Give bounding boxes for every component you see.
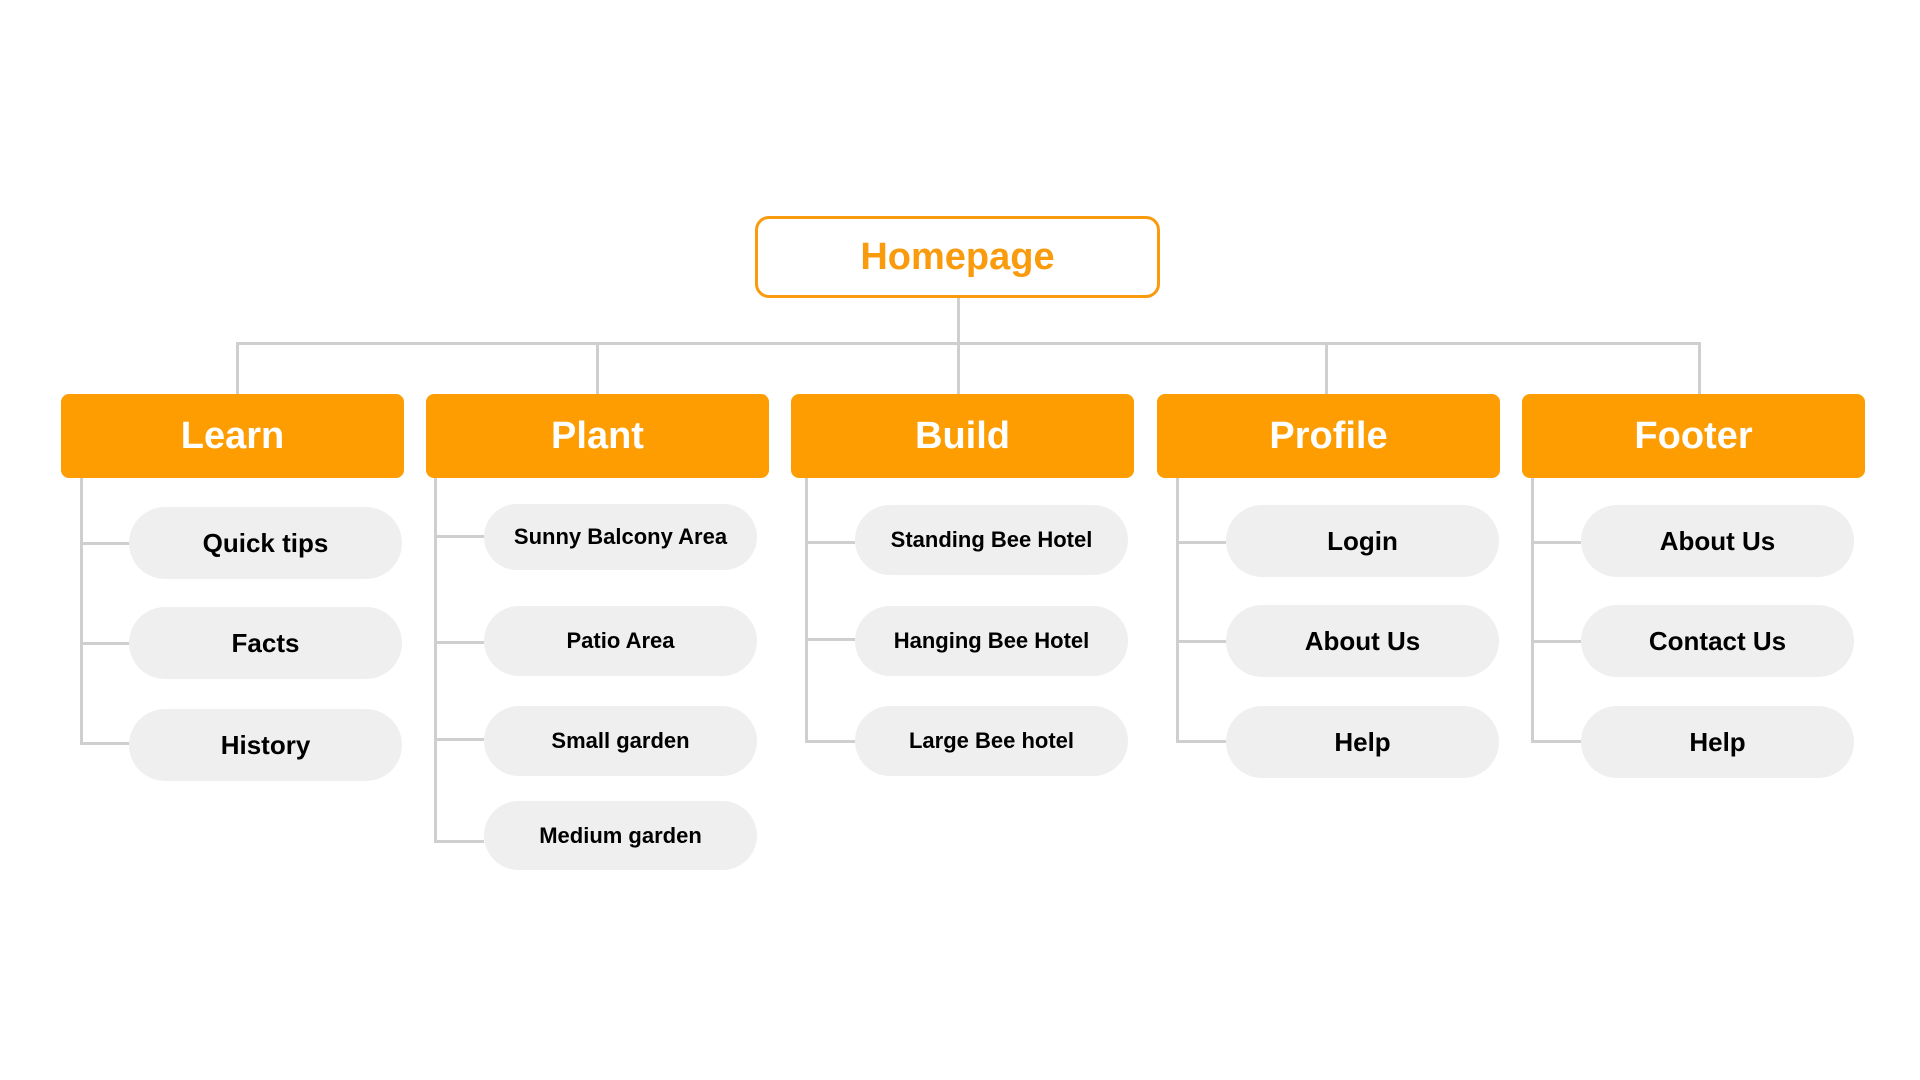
connector-footer-branch (1531, 640, 1581, 643)
connector-footer-branch (1531, 541, 1581, 544)
category-node-learn: Learn (61, 394, 404, 478)
child-node-quick-tips: Quick tips (129, 507, 402, 579)
connector-plant-spine (434, 478, 437, 843)
connector-profile-branch (1176, 541, 1226, 544)
child-node-large-bee-hotel: Large Bee hotel (855, 706, 1128, 776)
category-node-build: Build (791, 394, 1134, 478)
connector-drop-footer (1698, 342, 1701, 394)
child-node-medium-garden: Medium garden (484, 801, 757, 870)
connector-learn-branch (80, 642, 130, 645)
child-node-about-us: About Us (1581, 505, 1854, 577)
connector-build-branch (805, 740, 855, 743)
connector-build-spine (805, 478, 808, 743)
child-node-contact-us: Contact Us (1581, 605, 1854, 677)
connector-drop-plant (596, 342, 599, 394)
connector-learn-branch (80, 542, 130, 545)
connector-plant-branch (434, 535, 484, 538)
connector-build-branch (805, 638, 855, 641)
connector-horizontal-bus (236, 342, 1701, 345)
connector-footer-spine (1531, 478, 1534, 743)
connector-learn-spine (80, 478, 83, 745)
category-node-footer: Footer (1522, 394, 1865, 478)
connector-root-stem (957, 298, 960, 394)
category-node-plant: Plant (426, 394, 769, 478)
child-node-hanging-bee-hotel: Hanging Bee Hotel (855, 606, 1128, 676)
child-node-sunny-balcony-area: Sunny Balcony Area (484, 504, 757, 570)
connector-profile-branch (1176, 640, 1226, 643)
child-node-help: Help (1226, 706, 1499, 778)
connector-plant-branch (434, 641, 484, 644)
connector-drop-profile (1325, 342, 1328, 394)
connector-build-branch (805, 541, 855, 544)
root-node-homepage: Homepage (755, 216, 1160, 298)
child-node-history: History (129, 709, 402, 781)
connector-profile-branch (1176, 740, 1226, 743)
child-node-standing-bee-hotel: Standing Bee Hotel (855, 505, 1128, 575)
child-node-about-us: About Us (1226, 605, 1499, 677)
connector-footer-branch (1531, 740, 1581, 743)
connector-profile-spine (1176, 478, 1179, 743)
connector-learn-branch (80, 742, 130, 745)
category-node-profile: Profile (1157, 394, 1500, 478)
connector-plant-branch (434, 840, 484, 843)
child-node-small-garden: Small garden (484, 706, 757, 776)
connector-plant-branch (434, 738, 484, 741)
child-node-help: Help (1581, 706, 1854, 778)
child-node-facts: Facts (129, 607, 402, 679)
connector-drop-learn (236, 342, 239, 394)
child-node-patio-area: Patio Area (484, 606, 757, 676)
child-node-login: Login (1226, 505, 1499, 577)
